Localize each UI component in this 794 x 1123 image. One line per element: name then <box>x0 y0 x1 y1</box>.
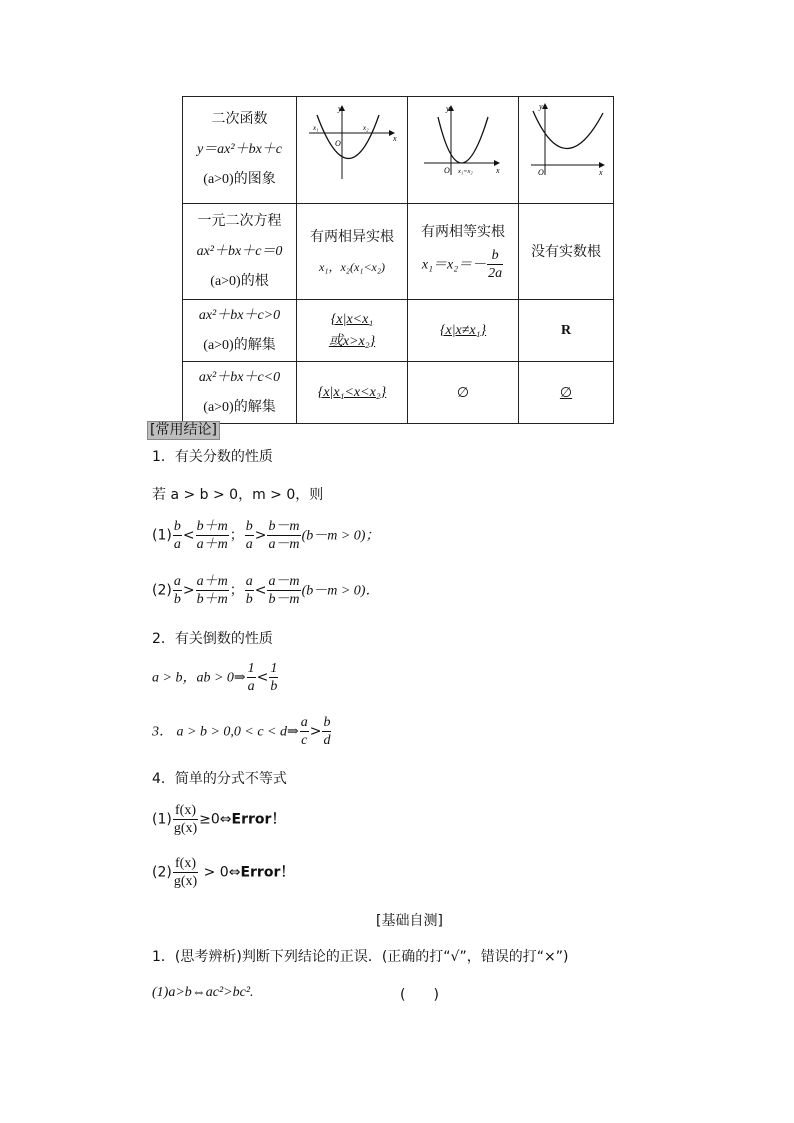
label-line: ax²＋bx＋c>0 <box>198 307 281 323</box>
x2-label: x₂ <box>363 124 369 132</box>
denominator: a <box>173 537 181 552</box>
label-line: (a>0)的解集 <box>203 337 276 353</box>
table-row-gt <box>183 300 614 362</box>
label-line: (a>0)的解集 <box>203 399 276 415</box>
denominator: d <box>323 733 331 748</box>
reciprocal-property <box>152 660 279 695</box>
statement: a > b，ab > 0⇒ <box>152 670 246 686</box>
item-prefix: (1) <box>152 811 172 828</box>
parabola-one-root-graph <box>408 97 518 192</box>
denominator: b＋m <box>196 592 228 607</box>
denominator: b <box>270 679 278 694</box>
numerator: 1 <box>247 661 255 676</box>
denominator: c <box>301 733 308 748</box>
fraction <box>173 573 182 608</box>
graph-two-roots <box>297 97 408 204</box>
denominator: a <box>247 679 255 694</box>
fractional-inequality-1 <box>152 802 285 837</box>
row-label-roots <box>183 204 297 300</box>
denominator: g(x) <box>173 821 198 836</box>
heading-reciprocal-properties: 2．有关倒数的性质 <box>152 631 273 647</box>
operator: < <box>182 527 195 544</box>
table-row-roots <box>183 204 614 300</box>
cell-gt-equal-roots <box>408 300 519 362</box>
numerator: b <box>173 519 181 534</box>
item-prefix: (2) <box>152 864 172 881</box>
operator: > <box>309 723 322 740</box>
statement: 3． a > b > 0,0 < c < d⇒ <box>152 724 299 740</box>
numerator: 1 <box>270 661 278 676</box>
fraction <box>173 518 182 553</box>
separator: ； <box>229 527 244 544</box>
fraction <box>173 855 198 890</box>
error-text: Error！ <box>240 864 295 881</box>
origin-label: O <box>444 166 450 175</box>
fraction <box>322 714 331 749</box>
item-prefix: (2) <box>152 582 172 599</box>
answer-blank: ( ) <box>400 987 439 1003</box>
numerator: f(x) <box>173 855 198 873</box>
self-test-heading: [基础自测] <box>376 913 443 929</box>
numerator: b <box>323 715 331 730</box>
condition: (b－m > 0)； <box>301 528 380 544</box>
y-axis-label: y <box>446 104 450 113</box>
label-line: (a>0)的图象 <box>203 172 276 187</box>
cell-lt-equal-roots: ∅ <box>408 362 519 424</box>
origin-label: O <box>538 168 544 177</box>
cell-text: x₁，x₂(x₁<x₂) <box>318 259 386 274</box>
x-axis-label: x <box>599 168 603 177</box>
cell-two-roots <box>297 204 408 300</box>
cell-text: 或x>x₂} <box>328 333 376 349</box>
cell-text: 有两相异实根 <box>310 228 394 245</box>
numerator: a <box>245 574 253 589</box>
fractional-inequality-2 <box>152 855 294 890</box>
fraction <box>245 573 254 608</box>
label-line: 一元二次方程 <box>197 213 282 229</box>
question-1: 1．(思考辨析)判断下列结论的正误．(正确的打“√”，错误的打“×”) <box>152 949 569 965</box>
cell-lt-two-roots <box>297 362 408 424</box>
table-row-lt <box>183 362 614 424</box>
label-line: (a>0)的根 <box>210 273 269 289</box>
numerator: a <box>300 715 308 730</box>
cell-no-roots: 没有实数根 <box>519 204 614 300</box>
question-1-item-1 <box>152 984 439 1003</box>
fraction <box>173 802 198 837</box>
numerator: a <box>173 574 181 589</box>
row-label-lt <box>183 362 297 424</box>
fraction <box>245 518 254 553</box>
operator: < <box>254 582 267 599</box>
equal-roots-formula <box>408 247 518 282</box>
x-axis-label: x <box>496 166 500 175</box>
denominator: b <box>173 592 181 607</box>
section-badge: [常用结论] <box>147 421 220 440</box>
graph-no-root <box>519 97 614 204</box>
separator: ； <box>229 582 244 599</box>
y-axis-label: y <box>338 104 342 113</box>
relation: ≥0⇔ <box>199 811 232 828</box>
label-line: ax²＋bx＋c<0 <box>198 369 281 385</box>
quadratic-table <box>182 96 614 424</box>
parabola-no-root-graph <box>519 97 613 192</box>
heading-fraction-properties: 1．有关分数的性质 <box>152 449 273 465</box>
property-3 <box>152 714 332 749</box>
fraction-property-1 <box>152 518 379 553</box>
numerator: b－m <box>268 519 300 534</box>
cell-text: x₁＝x₂＝－ <box>421 257 487 273</box>
cell-gt-no-roots: R <box>519 300 614 362</box>
cell-text: 有两相等实根 <box>421 224 505 240</box>
relation: > 0⇔ <box>199 864 241 881</box>
cell-equal-roots <box>408 204 519 300</box>
x12-label: x₁=x₂ <box>458 168 473 175</box>
label-line: ax²＋bx＋c＝0 <box>196 243 283 259</box>
condition: (b－m > 0)． <box>301 583 380 599</box>
parabola-two-roots-graph <box>297 97 407 192</box>
fraction <box>300 714 309 749</box>
error-text: Error！ <box>231 811 286 828</box>
row-label-graph <box>183 97 297 204</box>
y-axis-label: y <box>539 102 543 111</box>
x1-label: x₁ <box>313 124 319 132</box>
table-row-graph <box>183 97 614 204</box>
denominator: a <box>245 537 253 552</box>
numerator: a－m <box>268 574 300 589</box>
denominator: a＋m <box>196 537 228 552</box>
denominator: b <box>245 592 253 607</box>
label-line: 二次函数 <box>211 112 268 127</box>
numerator: a＋m <box>196 574 228 589</box>
heading-fractional-inequality: 4．简单的分式不等式 <box>152 771 287 787</box>
cell-text: {x|x<x₁ <box>330 311 374 327</box>
statement: (1)a>b⇔ac²>bc². <box>152 985 254 1000</box>
fraction <box>196 573 229 608</box>
origin-label: O <box>335 139 341 148</box>
fraction <box>267 573 300 608</box>
numerator: b＋m <box>196 519 228 534</box>
operator: > <box>182 582 195 599</box>
condition-line: 若 a > b > 0，m > 0，则 <box>152 487 324 503</box>
item-prefix: (1) <box>152 527 172 544</box>
cell-text: {x|x≠x₁} <box>439 322 487 338</box>
row-label-gt <box>183 300 297 362</box>
denominator: 2a <box>488 266 503 281</box>
x-axis-label: x <box>393 134 397 143</box>
denominator: g(x) <box>173 874 198 889</box>
label-line: y＝ax²＋bx＋c <box>196 142 283 157</box>
operator: > <box>254 527 267 544</box>
denominator: a－m <box>268 537 300 552</box>
graph-one-root <box>408 97 519 204</box>
cell-lt-no-roots: ∅ <box>519 362 614 424</box>
fraction <box>269 660 278 695</box>
fraction <box>267 518 300 553</box>
operator: < <box>256 669 269 686</box>
fraction <box>247 660 256 695</box>
cell-text: {x|x₁<x<x₂} <box>317 384 387 400</box>
fraction-property-2 <box>152 573 379 608</box>
cell-gt-two-roots <box>297 300 408 362</box>
denominator: b－m <box>268 592 300 607</box>
numerator: b <box>487 247 503 265</box>
fraction <box>487 247 503 282</box>
numerator: b <box>245 519 253 534</box>
numerator: f(x) <box>173 802 198 820</box>
fraction <box>196 518 229 553</box>
